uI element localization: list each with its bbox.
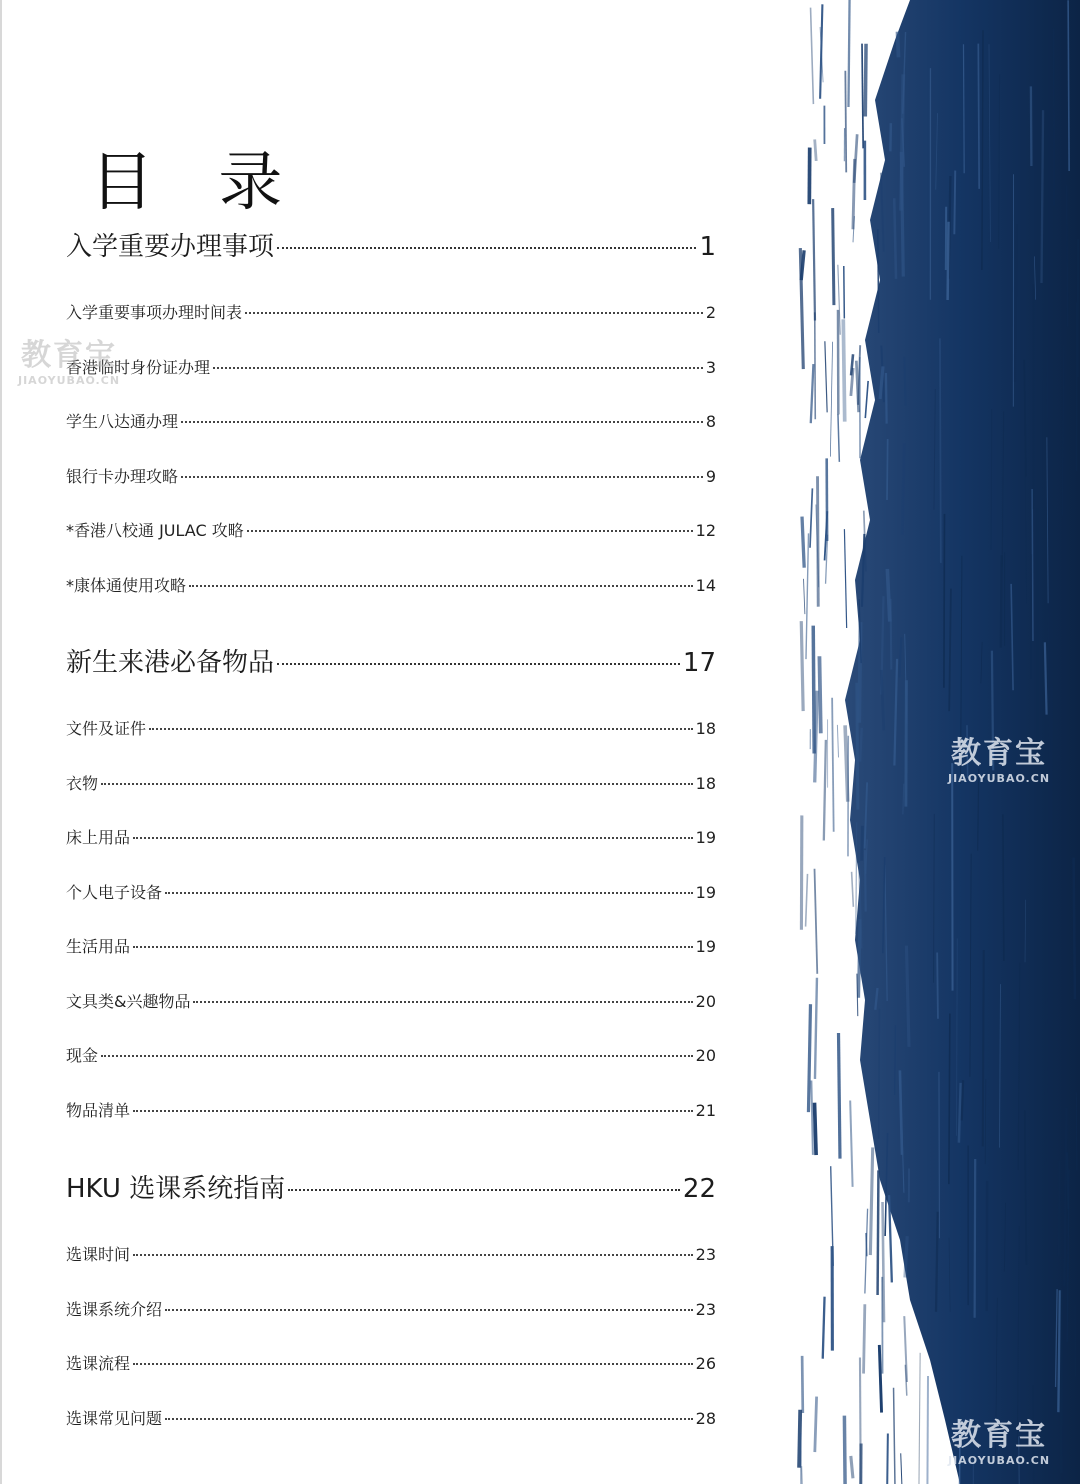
toc-entry-title: 选课流程 (66, 1354, 131, 1373)
toc-entry[interactable] (66, 464, 716, 487)
brush-streak (1041, 110, 1043, 283)
brush-streak (851, 1456, 853, 1478)
brush-streak (802, 1466, 805, 1484)
brush-streak (948, 222, 949, 300)
brush-streak (904, 357, 905, 406)
watermark-text: 教育宝 (951, 1418, 1048, 1453)
brush-streak (983, 950, 984, 1147)
brush-streak (811, 8, 814, 104)
page-title: 目 录 (90, 145, 305, 220)
brush-streak (878, 1170, 879, 1295)
brush-streak (845, 725, 848, 801)
brush-streak (959, 1083, 961, 1143)
brush-streak (806, 533, 809, 659)
brush-streak (1074, 858, 1075, 1000)
brush-streak (954, 171, 955, 235)
brush-streak (848, 0, 849, 107)
brush-streak (1003, 814, 1004, 961)
brush-streak (810, 488, 812, 547)
toc-page-number: 2 (705, 303, 716, 322)
brush-streak (937, 953, 938, 1019)
brush-streak (895, 1025, 896, 1095)
brush-streak (1032, 489, 1033, 641)
toc-entry[interactable] (66, 355, 716, 378)
toc-entry-title: 银行卡办理攻略 (66, 466, 179, 486)
brush-streak (883, 1202, 884, 1322)
brush-streak (865, 850, 866, 911)
brush-streak (804, 579, 805, 614)
brush-streak (802, 1356, 803, 1413)
brush-streak (815, 1397, 817, 1452)
leader-dots (133, 946, 693, 948)
brush-streak (837, 725, 838, 758)
toc-entry-title: 生活用品 (66, 937, 131, 956)
page-edge (0, 0, 2, 1484)
brush-streak (830, 342, 832, 457)
toc-page-number: 23 (695, 1299, 716, 1319)
brush-streak (940, 338, 941, 563)
brush-streak (859, 919, 860, 998)
brush-streak (824, 740, 826, 841)
leader-dots (277, 663, 680, 665)
brush-streak (879, 1009, 880, 1139)
toc-entry[interactable] (66, 771, 716, 794)
brush-streak (962, 1080, 963, 1120)
toc-entry-title: 选课常见问题 (66, 1408, 163, 1428)
brush-streak (813, 626, 814, 754)
toc-page-number: 9 (705, 466, 716, 486)
leader-dots (149, 728, 693, 730)
brush-streak (811, 1080, 813, 1154)
brush-streak (801, 621, 803, 711)
brush-streak (808, 1004, 810, 1112)
leader-dots (133, 1254, 693, 1256)
leader-dots (193, 1001, 692, 1003)
brush-streak (886, 1434, 888, 1484)
brush-streak (1054, 28, 1055, 205)
toc-entry[interactable] (66, 518, 716, 541)
toc-page-number: 23 (695, 1245, 716, 1264)
leader-dots (133, 837, 693, 839)
toc-page-number: 8 (705, 412, 716, 431)
toc-entry[interactable] (66, 716, 716, 739)
toc-entry[interactable] (66, 1297, 716, 1320)
toc-page-number: 21 (695, 1100, 716, 1120)
leader-dots (165, 1309, 693, 1311)
brush-streak (897, 32, 898, 58)
brush-streak (1045, 984, 1046, 1179)
toc-section-heading[interactable] (66, 226, 716, 263)
brush-streak (886, 373, 887, 424)
toc-section-title: 新生来港必备物品 (66, 648, 275, 678)
brush-streak (865, 381, 868, 418)
brush-streak (1031, 554, 1032, 679)
brush-streak (901, 152, 903, 277)
toc-entry[interactable] (66, 1242, 716, 1265)
watermark-right-bottom (948, 1410, 1050, 1467)
toc-entry[interactable] (66, 934, 716, 957)
brush-streak (820, 4, 822, 98)
toc-section-heading[interactable] (66, 642, 716, 679)
brush-streak (844, 266, 845, 319)
toc-entry-title: 文具类&兴趣物品 (66, 991, 191, 1011)
watermark-left (18, 330, 120, 387)
brush-streak (839, 1033, 840, 1159)
leader-dots (189, 585, 693, 587)
toc-page-number: 26 (695, 1354, 716, 1373)
toc-page-number: 22 (682, 1174, 716, 1204)
brush-streak (991, 409, 992, 550)
brush-streak (862, 826, 863, 861)
watermark-right-middle (948, 728, 1050, 785)
brush-streak (850, 1100, 852, 1186)
brush-streak (799, 1410, 800, 1468)
toc-entry[interactable] (66, 300, 716, 323)
toc-page-number: 18 (695, 719, 716, 738)
toc-entry-title: 现金 (66, 1046, 99, 1065)
brush-streak (944, 514, 945, 688)
brush-streak (865, 44, 866, 117)
toc-page-number: 20 (695, 991, 716, 1011)
brush-streak (852, 872, 854, 907)
brush-streak (919, 1353, 920, 1484)
brush-streak (815, 139, 816, 161)
leader-dots (277, 247, 696, 249)
watermark-sub: JIAOYUBAO.CN (948, 772, 1051, 785)
leader-dots (101, 783, 693, 785)
brush-streak (843, 319, 844, 421)
watermark-sub: JIAOYUBAO.CN (18, 374, 121, 387)
brush-streak (1031, 86, 1032, 166)
brush-streak (864, 1304, 865, 1373)
brush-streak (845, 71, 846, 173)
toc-entry-title: 个人电子设备 (66, 882, 163, 902)
brush-streak (860, 728, 862, 762)
toc-entry-title: *康体通使用攻略 (66, 575, 187, 595)
leader-dots (133, 1363, 693, 1365)
watermark-sub: JIAOYUBAO.CN (948, 1454, 1051, 1467)
brush-streak (857, 683, 858, 810)
brush-streak (862, 44, 863, 149)
brush-streak (1058, 1290, 1060, 1412)
leader-dots (165, 1418, 693, 1420)
brush-streak (844, 1416, 845, 1484)
toc-entry-title: 入学重要事项办理时间表 (66, 303, 243, 322)
brush-streak (833, 208, 834, 305)
brush-streak (878, 229, 879, 333)
brush-streak (815, 978, 817, 1079)
brush-streak (963, 44, 964, 173)
toc-entry[interactable] (66, 1043, 716, 1066)
brush-streak (927, 1376, 928, 1484)
brush-streak (838, 414, 839, 462)
brush-streak (806, 874, 808, 927)
toc-entry[interactable] (66, 1098, 716, 1121)
toc-page-number: 18 (695, 773, 716, 793)
brush-streak (901, 1453, 902, 1484)
brush-streak (1067, 1152, 1068, 1209)
leader-dots (165, 892, 693, 894)
toc-entry[interactable] (66, 1406, 716, 1429)
brush-streak (870, 1147, 872, 1255)
brush-streak (815, 1103, 817, 1155)
toc-entry-title: 学生八达通办理 (66, 412, 179, 431)
toc-section-title: 入学重要办理事项 (66, 232, 275, 262)
brush-streak (887, 439, 888, 500)
toc-page-number: 1 (699, 232, 716, 262)
brush-streak (802, 517, 804, 568)
brush-streak (1001, 555, 1002, 647)
toc-page-number: 12 (695, 521, 716, 540)
leader-dots (101, 1055, 693, 1057)
brush-streak (905, 1236, 907, 1277)
brush-streak (978, 44, 979, 189)
toc-entry[interactable] (66, 989, 716, 1012)
brush-streak (815, 312, 816, 419)
brush-streak (879, 1345, 881, 1413)
leader-dots (133, 1110, 693, 1112)
brush-streak (811, 364, 814, 423)
toc-page-number: 3 (705, 357, 716, 377)
toc-entry-title: 衣物 (66, 773, 99, 793)
toc-section-heading[interactable] (66, 1168, 716, 1205)
toc-entry-title: *香港八校通 JULAC 攻略 (66, 521, 244, 540)
toc-entry[interactable] (66, 1351, 716, 1374)
brush-streak (825, 341, 827, 412)
brush-streak (823, 1297, 825, 1359)
toc-page-number: 20 (695, 1046, 716, 1065)
toc-entry-title: 床上用品 (66, 828, 131, 847)
toc-entry[interactable] (66, 880, 716, 903)
toc-page-number: 19 (695, 828, 716, 847)
brush-streak (1068, 0, 1069, 171)
brush-streak (866, 1233, 867, 1256)
toc-page-number: 14 (695, 575, 716, 595)
watermark-text: 教育宝 (951, 736, 1048, 771)
toc-entry-title: 物品清单 (66, 1100, 131, 1120)
brush-streak (934, 814, 935, 983)
toc-section-title: HKU 选课系统指南 (66, 1174, 286, 1204)
toc-page-number: 19 (695, 937, 716, 956)
toc-entry[interactable] (66, 409, 716, 432)
brush-streak (949, 1013, 950, 1184)
leader-dots (213, 367, 703, 369)
toc-entry[interactable] (66, 573, 716, 596)
brush-streak (887, 569, 889, 622)
watermark-text: 教育宝 (21, 338, 118, 373)
toc-entry-title: 文件及证件 (66, 719, 147, 738)
leader-dots (181, 476, 703, 478)
brush-streak (819, 656, 820, 733)
brush-streak (975, 1159, 976, 1318)
brush-streak (860, 1444, 861, 1484)
brush-streak (832, 698, 834, 832)
brush-streak (894, 1388, 896, 1484)
leader-dots (288, 1189, 680, 1191)
brush-streak (815, 869, 818, 974)
toc-entry-title: 选课时间 (66, 1245, 131, 1264)
toc-page-number: 17 (682, 648, 716, 678)
toc-page-number: 19 (695, 882, 716, 902)
leader-dots (245, 312, 703, 314)
brush-streak (813, 199, 815, 320)
leader-dots (181, 421, 703, 423)
toc-entry-title: 选课系统介绍 (66, 1299, 163, 1319)
toc-entry[interactable] (66, 825, 716, 848)
toc-page-number: 28 (695, 1408, 716, 1428)
leader-dots (247, 530, 693, 532)
brush-streak (844, 529, 846, 628)
brush-streak (856, 361, 858, 413)
brush-streak (854, 134, 857, 183)
toc-entry-title: 香港临时身份证办理 (66, 357, 211, 377)
